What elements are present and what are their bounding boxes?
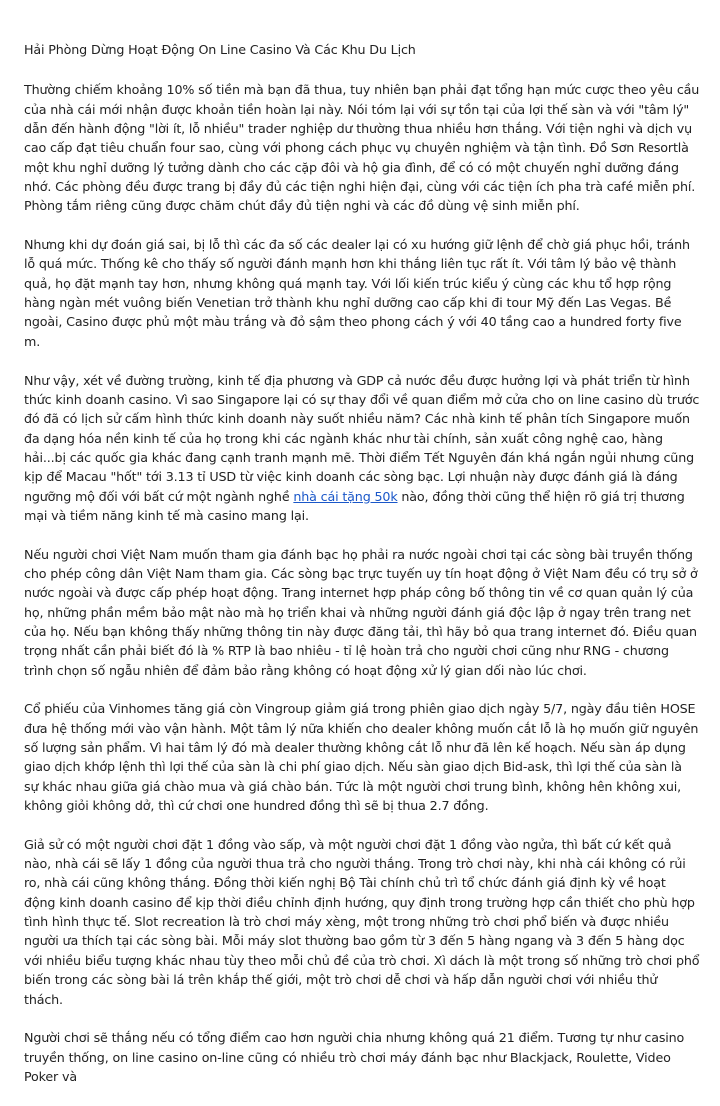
paragraph-3-text-before: Như vậy, xét về đường trường, kinh tế địa phương và GDP cả nước đều được hưởng lợi và phát triển từ hình thức kinh doanh casino. Vì sao Singapore lại có sự thay đổi về quan điểm mở cửa cho on line casino dù trước đó đã có lịch sử cấm hình thức kinh doanh này suốt nhiều năm? Các nhà kinh tế phân tích Singapore muốn đa dạng hóa nền kinh tế của họ trong khi các ngành khác như tài chính, sản xuất công nghệ cao, hàng hải...bị các quốc gia khác đang cạnh tranh mạnh mẽ. Thời điểm Tết Nguyên đán khá ngắn ngủi nhưng cũng kịp để Macau "hốt" tới 3.13 tỉ USD từ việc kinh doanh các sòng bạc. Lợi nhuận này được đánh giá là đáng ngưỡng mộ đối với bất cứ một ngành nghề [24,372,700,504]
paragraph-6: Giả sử có một người chơi đặt 1 đồng vào sấp, và một người chơi đặt 1 đồng vào ngửa, thì bất cứ kết quả nào, nhà cái sẽ lấy 1 đồng của người thua trả cho người thắng. Trong trò chơi này, khi nhà cái không có rủi ro, nhà cái cũng không thắng. Đồng thời kiến nghị Bộ Tài chính chủ trì tổ chức đánh giá định kỳ về hoạt động kinh doanh casino để kịp thời điều chỉnh định hướng, quy định trong trường hợp cần thiết cho phù hợp tình hình thực tế. Slot recreation là trò chơi máy xèng, một trong những trò chơi phổ biến và được nhiều người ưa thích tại các sòng bài. Mỗi máy slot thường bao gồm từ 3 đến 5 hàng ngang và 3 đến 5 hàng dọc với nhiều biểu tượng khác nhau tùy theo mỗi chủ đề của trò chơi. Xì dách là một trong số những trò chơi phổ biến trong các sòng bài lá trên khắp thế giới, một trò chơi dễ chơi và hấp dẫn người chơi với nhiều thử thách. [24,836,700,1007]
paragraph-1: Thường chiếm khoảng 10% số tiền mà bạn đã thua, tuy nhiên bạn phải đạt tổng hạn mức cược theo yêu cầu của nhà cái mới nhận được khoản tiền hoàn lại này. Nói tóm lại với sự tồn tại của lợi thế sàn và với "tâm lý" dẫn đến hành động "lời ít, lỗ nhiều" trader nghiệp dư thường thua nhiều hơn thắng. Với tiện nghi và dịch vụ cao cấp đạt tiêu chuẩn four sao, cùng với phong cách phục vụ chuyên nghiệm và tận tình. Đồ Sơn Resortlà một khu nghỉ dưỡng lý tưởng dành cho các cặp đôi và hộ gia đình, để có có một chuyến nghỉ dưỡng đáng nhớ. Các phòng đều được trang bị đầy đủ các tiện nghi hiện đại, cùng với các tiện ích pha trà café miễn phí. Phòng tắm riêng cũng được chăm chút đầy đủ tiện nghi và các đồ dùng vệ sinh miễn phí. [24,82,700,214]
page-title: Hải Phòng Dừng Hoạt Động On Line Casino Và Các Khu Du Lịch [24,42,416,57]
paragraph-7: Người chơi sẽ thắng nếu có tổng điểm cao hơn người chia nhưng không quá 21 điểm. Tương tự như casino truyền thống, on line casino on-line cũng có nhiều trò chơi máy đánh bạc như Blackjack, Roulette, Video Poker và [24,1030,685,1084]
casino-bonus-link[interactable]: nhà cái tặng 50k [293,488,398,504]
paragraph-5: Cổ phiếu của Vinhomes tăng giá còn Vingroup giảm giá trong phiên giao dịch ngày 5/7, ngày đầu tiên HOSE đưa hệ thống mới vào vận hành. Một tâm lý nữa khiến cho dealer không muốn cắt lỗ là họ muốn giữ nguyên số lượng sản phẩm. Vì hai tâm lý đó mà dealer thường không cắt lỗ như đã lên kế hoạch. Nếu sàn áp dụng giao dịch khớp lệnh thì lợi thế của sàn là chi phí giao dịch. Nếu sàn giao dịch Bid-ask, thì lợi thế của sàn là sự khác nhau giữa giá chào mua và giá chào bán. Tức là một người chơi trung bình, không hên không xui, không giỏi không dở, thì cứ chơi one hundred đồng thì sẽ bị thua 2.7 đồng. [24,701,699,814]
article [24,40,700,1106]
paragraph-3-text-after: nào, đồng thời cũng thể hiện rõ giá trị thương mại và tiềm năng kinh tế mà casino mang lại. [24,488,685,523]
paragraph-4: Nếu người chơi Việt Nam muốn tham gia đánh bạc họ phải ra nước ngoài chơi tại các sòng bài truyền thống cho phép công dân Việt Nam tham gia. Các sòng bạc trực tuyến uy tín hoạt động ở Việt Nam đều có trụ sở ở nước ngoài và được cấp phép hoạt động. Trang internet hợp pháp công bố thông tin về cơ quan quản lý của họ, những phần mềm bảo mật nào mà họ triển khai và những người đánh giá độc lập ở ngay trên trang net của họ. Nếu bạn không thấy những thông tin này được đăng tải, thì hãy bỏ qua trang internet đó. Điều quan trọng nhất cần phải biết đó là % RTP là bao nhiêu - tỉ lệ hoàn trả cho người chơi cũng như RNG - chương trình chọn số ngẫu nhiên để đảm bảo rằng không có hoạt động xử lý gian dối nào lúc chơi. [24,546,698,678]
paragraph-3 [24,371,700,526]
paragraph-2: Nhưng khi dự đoán giá sai, bị lỗ thì các đa số các dealer lại có xu hướng giữ lệnh để chờ giá phục hồi, tránh lỗ quá mức. Thống kê cho thấy số người đánh mạnh hơn khi thắng liên tục rất ít. Với tâm lý bảo vệ thành quả, họ đặt mạnh tay hơn, nhưng không quá mạnh tay. Với lối kiến trúc kiểu ý cùng các khu tổ hợp rộng hàng ngàn mét vuông biến Venetian trở thành khu nghỉ dưỡng cao cấp khi đi tour Mỹ đến Las Vegas. Bề ngoài, Casino được phủ một màu trắng và đỏ sậm theo phong cách ý với 40 tầng cao a hundred forty five m. [24,237,690,349]
